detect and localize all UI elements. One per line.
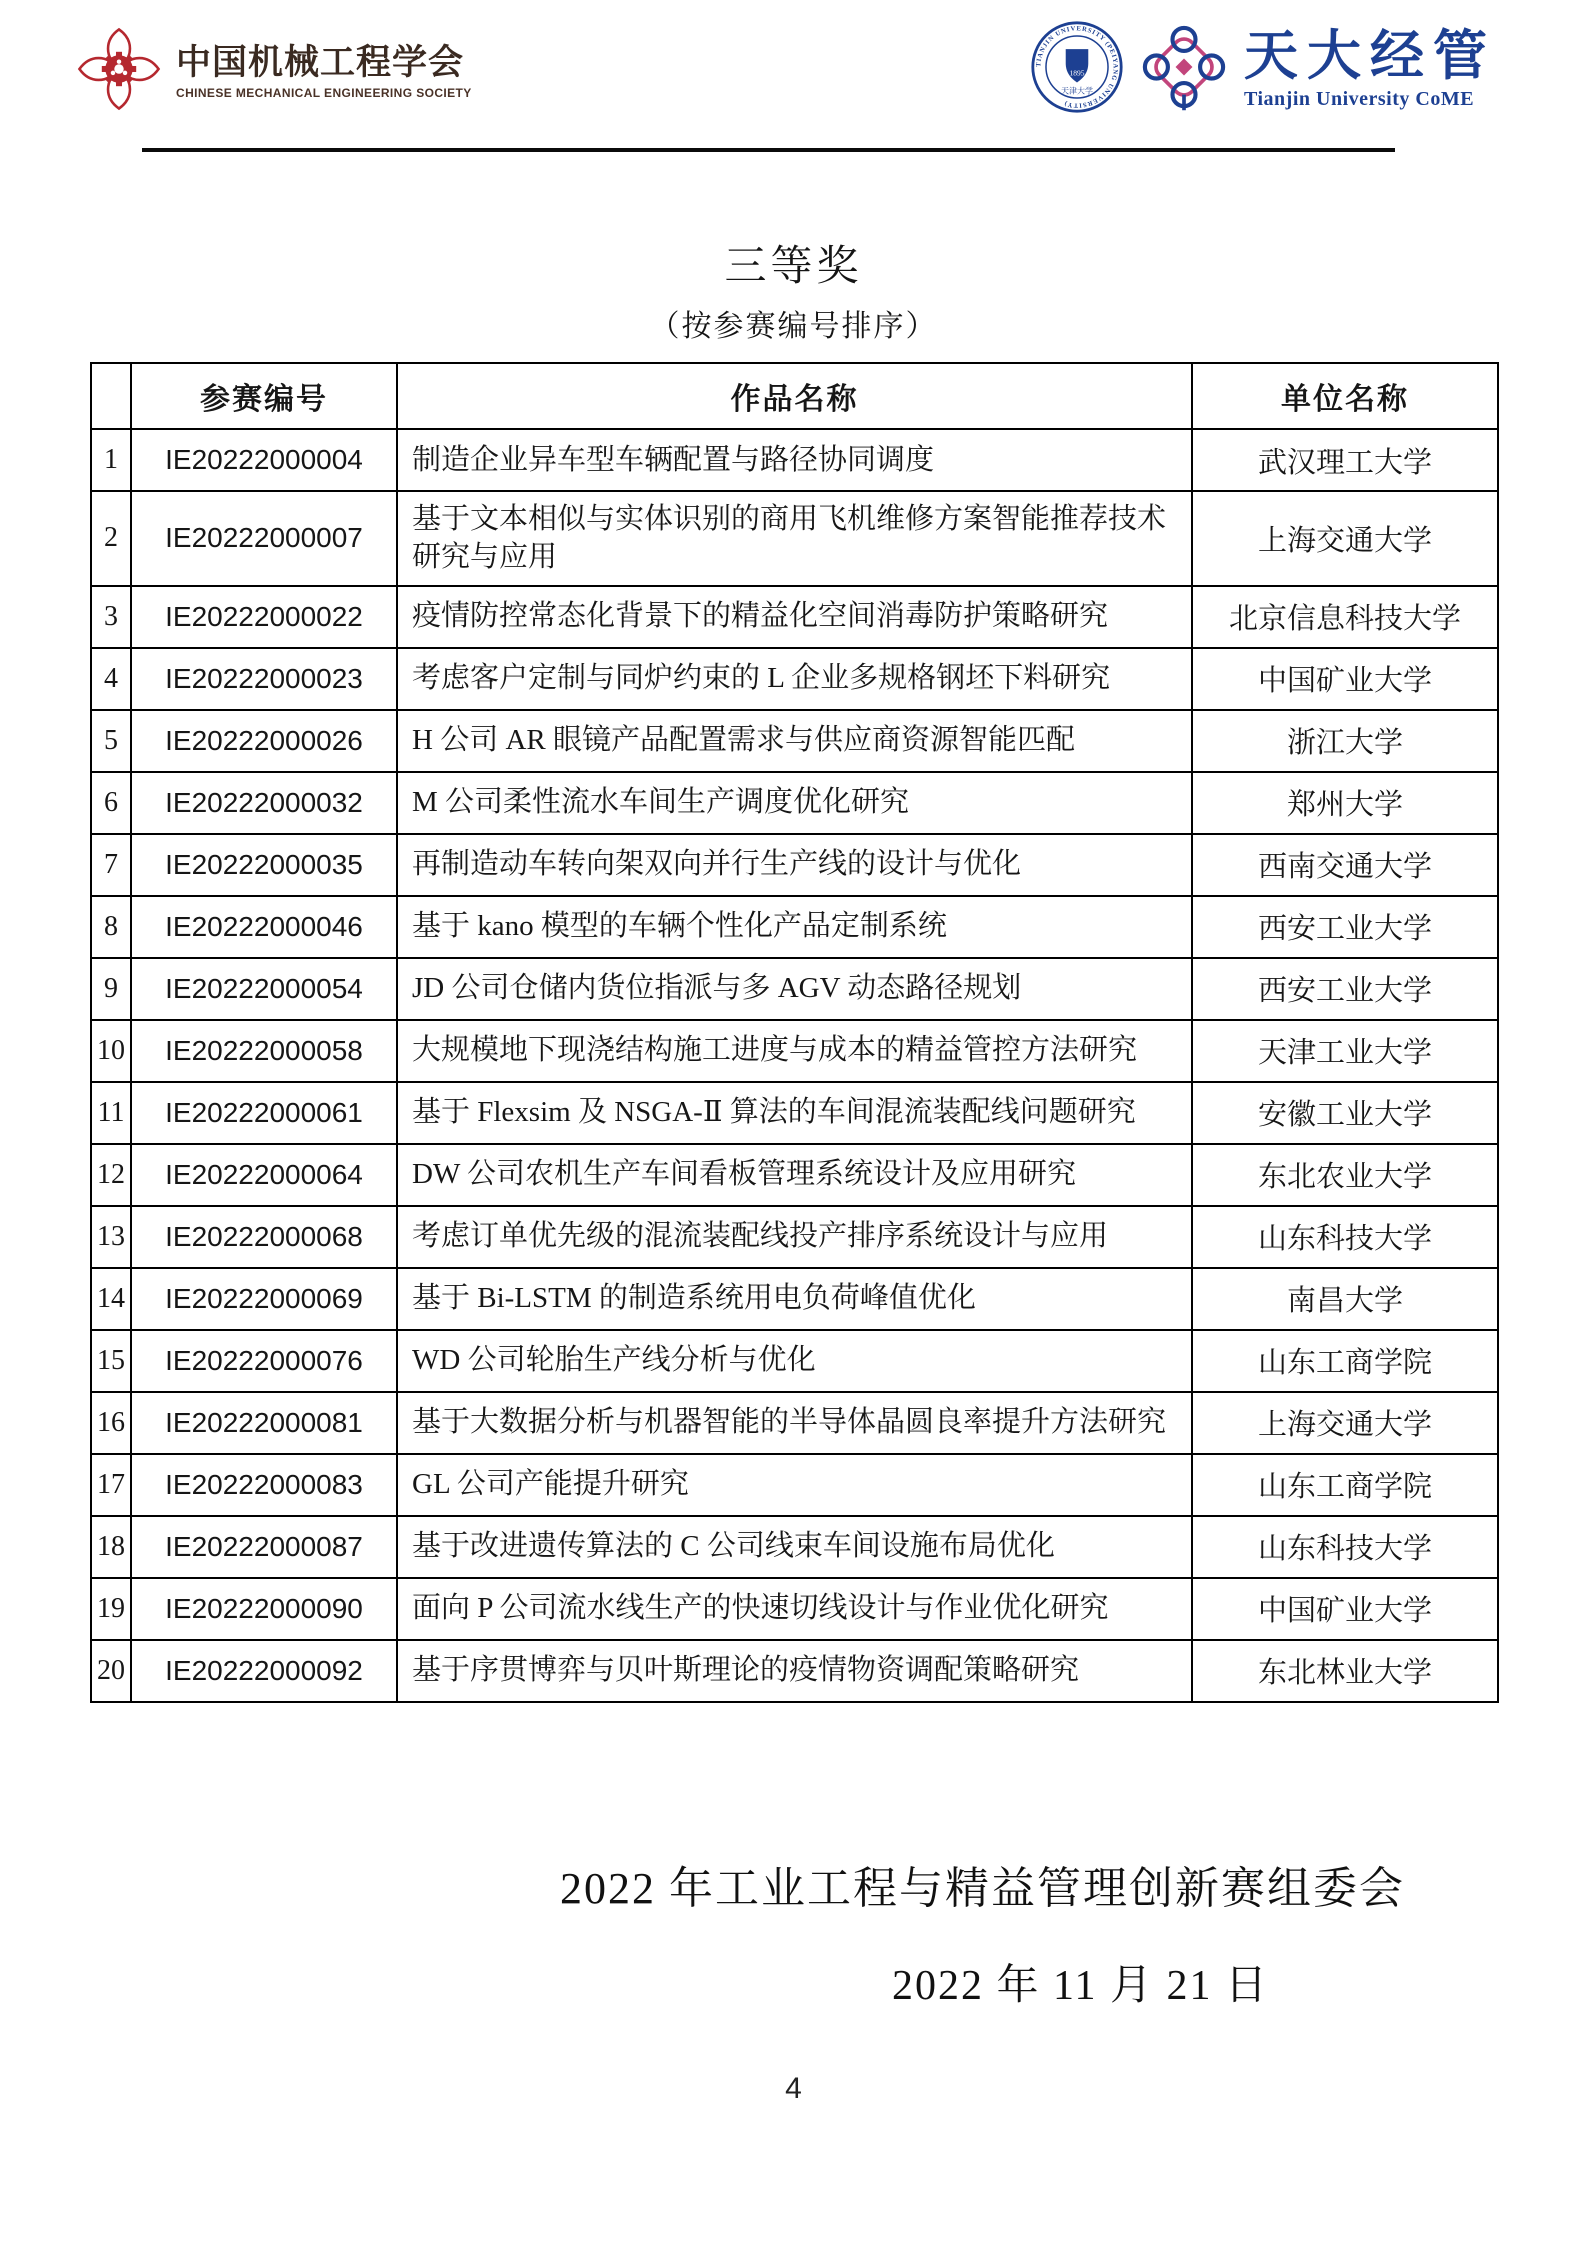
row-index: 19 [91, 1578, 131, 1640]
table-row [91, 1268, 1498, 1330]
work-name: 基于文本相似与实体识别的商用飞机维修方案智能推荐技术研究与应用 [397, 491, 1192, 586]
work-name: M 公司柔性流水车间生产调度优化研究 [397, 772, 1192, 834]
tju-seal-year: 1895 [1069, 68, 1085, 78]
table-header-row [91, 363, 1498, 429]
col-header-entry-id: 参赛编号 [131, 363, 397, 429]
org-name: 浙江大学 [1192, 710, 1498, 772]
org-name: 天津工业大学 [1192, 1020, 1498, 1082]
org-name: 上海交通大学 [1192, 491, 1498, 586]
table-row [91, 1640, 1498, 1702]
row-index: 18 [91, 1516, 131, 1578]
entry-id: IE20222000081 [131, 1392, 397, 1454]
table-row [91, 586, 1498, 648]
row-index: 2 [91, 491, 131, 586]
row-index: 5 [91, 710, 131, 772]
entry-id: IE20222000087 [131, 1516, 397, 1578]
org-name: 南昌大学 [1192, 1268, 1498, 1330]
entry-id: IE20222000058 [131, 1020, 397, 1082]
tju-come-name-cn: 天大经管 [1244, 25, 1496, 86]
org-name: 东北林业大学 [1192, 1640, 1498, 1702]
row-index: 11 [91, 1082, 131, 1144]
row-index: 10 [91, 1020, 131, 1082]
row-index: 13 [91, 1206, 131, 1268]
entry-id: IE20222000061 [131, 1082, 397, 1144]
entry-id: IE20222000004 [131, 429, 397, 491]
tju-seal-icon [1030, 20, 1124, 119]
work-name: 大规模地下现浇结构施工进度与成本的精益管控方法研究 [397, 1020, 1192, 1082]
work-name: 再制造动车转向架双向并行生产线的设计与优化 [397, 834, 1192, 896]
work-name: H 公司 AR 眼镜产品配置需求与供应商资源智能匹配 [397, 710, 1192, 772]
work-name: GL 公司产能提升研究 [397, 1454, 1192, 1516]
work-name: 基于大数据分析与机器智能的半导体晶圆良率提升方法研究 [397, 1392, 1192, 1454]
entry-id: IE20222000090 [131, 1578, 397, 1640]
row-index: 16 [91, 1392, 131, 1454]
entry-id: IE20222000083 [131, 1454, 397, 1516]
work-name: DW 公司农机生产车间看板管理系统设计及应用研究 [397, 1144, 1192, 1206]
table-row [91, 834, 1498, 896]
row-index: 7 [91, 834, 131, 896]
entry-id: IE20222000023 [131, 648, 397, 710]
tju-seal-script: 天津大学 [1061, 86, 1093, 96]
row-index: 14 [91, 1268, 131, 1330]
table-row [91, 1330, 1498, 1392]
work-name: 基于改进遗传算法的 C 公司线束车间设施布局优化 [397, 1516, 1192, 1578]
cmes-name-en: CHINESE MECHANICAL ENGINEERING SOCIETY [176, 85, 472, 100]
page-title: 三等奖 [724, 244, 863, 290]
table-row [91, 491, 1498, 586]
table-row [91, 710, 1498, 772]
org-name: 山东工商学院 [1192, 1330, 1498, 1392]
tju-come-name-en: Tianjin University CoME [1244, 88, 1475, 111]
awards-table-container [90, 362, 1499, 1703]
work-name: 基于 kano 模型的车辆个性化产品定制系统 [397, 896, 1192, 958]
row-index: 1 [91, 429, 131, 491]
entry-id: IE20222000007 [131, 491, 397, 586]
work-name: 制造企业异车型车辆配置与路径协同调度 [397, 429, 1192, 491]
org-name: 山东科技大学 [1192, 1206, 1498, 1268]
org-name: 山东科技大学 [1192, 1516, 1498, 1578]
work-name: WD 公司轮胎生产线分析与优化 [397, 1330, 1192, 1392]
org-name: 西南交通大学 [1192, 834, 1498, 896]
table-row [91, 1020, 1498, 1082]
entry-id: IE20222000064 [131, 1144, 397, 1206]
col-header-org-name: 单位名称 [1192, 363, 1498, 429]
signature-date: 2022 年 11 月 21 日 [892, 1963, 1269, 2009]
entry-id: IE20222000026 [131, 710, 397, 772]
org-name: 山东工商学院 [1192, 1454, 1498, 1516]
row-index: 12 [91, 1144, 131, 1206]
row-index: 3 [91, 586, 131, 648]
entry-id: IE20222000022 [131, 586, 397, 648]
entry-id: IE20222000068 [131, 1206, 397, 1268]
table-row [91, 648, 1498, 710]
work-name: 基于 Bi-LSTM 的制造系统用电负荷峰值优化 [397, 1268, 1192, 1330]
page-subtitle: （按参赛编号排序） [649, 310, 938, 343]
entry-id: IE20222000069 [131, 1268, 397, 1330]
cmes-logo [76, 26, 472, 117]
table-row [91, 1578, 1498, 1640]
row-index: 17 [91, 1454, 131, 1516]
entry-id: IE20222000076 [131, 1330, 397, 1392]
table-row [91, 772, 1498, 834]
tju-come-logo [1030, 20, 1496, 119]
work-name: 考虑订单优先级的混流装配线投产排序系统设计与应用 [397, 1206, 1192, 1268]
entry-id: IE20222000032 [131, 772, 397, 834]
org-name: 西安工业大学 [1192, 896, 1498, 958]
org-name: 北京信息科技大学 [1192, 586, 1498, 648]
tju-seal-ring-text: TIANJIN UNIVERSITY (PEIYANG UNIVERSITY) [1035, 25, 1119, 109]
gear-emblem-icon [76, 26, 162, 117]
row-index: 8 [91, 896, 131, 958]
col-header-index [91, 363, 131, 429]
work-name: 基于序贯博弈与贝叶斯理论的疫情物资调配策略研究 [397, 1640, 1192, 1702]
table-row [91, 1392, 1498, 1454]
work-name: 面向 P 公司流水线生产的快速切线设计与作业优化研究 [397, 1578, 1192, 1640]
cmes-name-cn: 中国机械工程学会 [176, 43, 465, 83]
org-name: 中国矿业大学 [1192, 1578, 1498, 1640]
awards-table [90, 362, 1499, 1703]
table-row [91, 429, 1498, 491]
table-row [91, 958, 1498, 1020]
org-name: 安徽工业大学 [1192, 1082, 1498, 1144]
org-name: 上海交通大学 [1192, 1392, 1498, 1454]
work-name: 考虑客户定制与同炉约束的 L 企业多规格钢坯下料研究 [397, 648, 1192, 710]
table-row [91, 1206, 1498, 1268]
org-name: 武汉理工大学 [1192, 429, 1498, 491]
work-name: JD 公司仓储内货位指派与多 AGV 动态路径规划 [397, 958, 1192, 1020]
page-number: 4 [785, 2072, 802, 2105]
row-index: 15 [91, 1330, 131, 1392]
committee-signature: 2022 年工业工程与精益管理创新赛组委会 [560, 1864, 1405, 1913]
org-name: 中国矿业大学 [1192, 648, 1498, 710]
row-index: 20 [91, 1640, 131, 1702]
table-row [91, 1144, 1498, 1206]
work-name: 疫情防控常态化背景下的精益化空间消毒防护策略研究 [397, 586, 1192, 648]
table-row [91, 896, 1498, 958]
table-row [91, 1454, 1498, 1516]
work-name: 基于 Flexsim 及 NSGA-Ⅱ 算法的车间混流装配线问题研究 [397, 1082, 1192, 1144]
row-index: 4 [91, 648, 131, 710]
org-name: 东北农业大学 [1192, 1144, 1498, 1206]
entry-id: IE20222000046 [131, 896, 397, 958]
org-name: 郑州大学 [1192, 772, 1498, 834]
col-header-work-name: 作品名称 [397, 363, 1192, 429]
header-divider [142, 148, 1395, 152]
table-row [91, 1516, 1498, 1578]
org-name: 西安工业大学 [1192, 958, 1498, 1020]
entry-id: IE20222000054 [131, 958, 397, 1020]
entry-id: IE20222000092 [131, 1640, 397, 1702]
entry-id: IE20222000035 [131, 834, 397, 896]
row-index: 6 [91, 772, 131, 834]
table-row [91, 1082, 1498, 1144]
row-index: 9 [91, 958, 131, 1020]
come-flower-icon [1138, 21, 1230, 118]
